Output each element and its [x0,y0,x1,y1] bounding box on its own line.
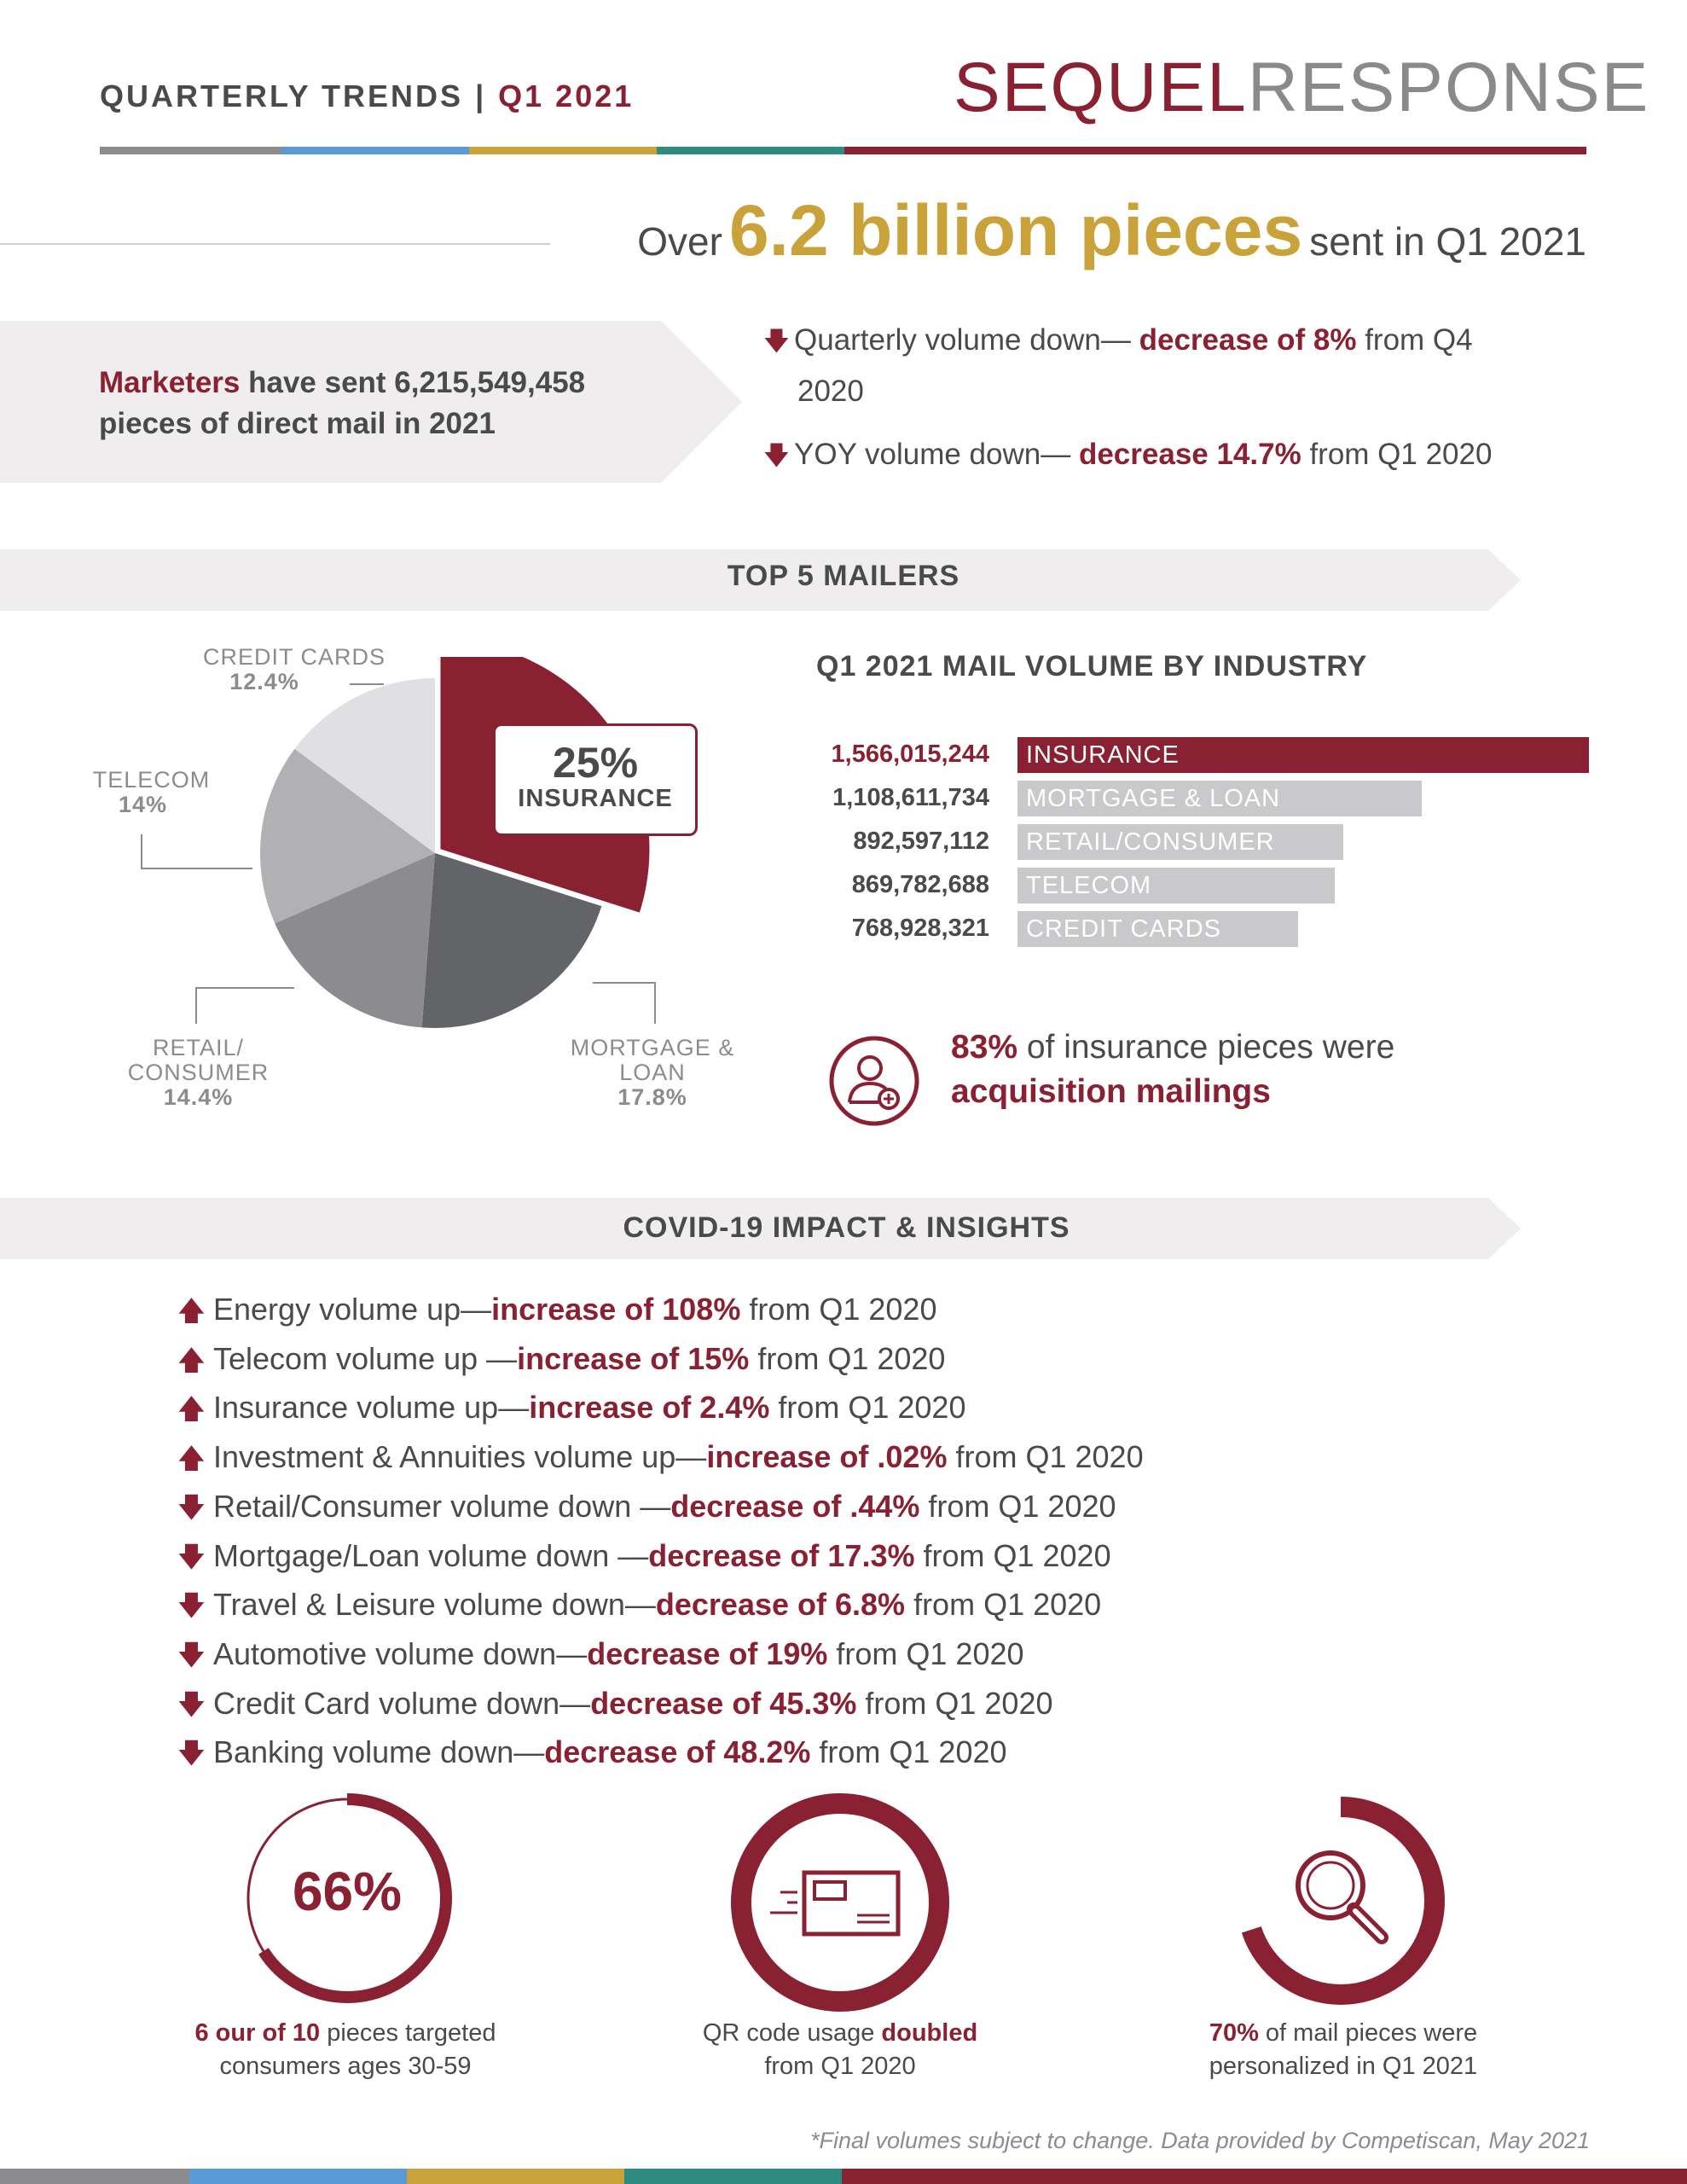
covid-item [177,1335,1144,1385]
covid-item-emphasis: increase of 15% [517,1340,750,1376]
arrow-down-icon: 🡇 [177,1688,206,1720]
magnifier-icon [1298,1853,1382,1937]
headline-suffix: sent in Q1 2021 [1309,219,1586,264]
logo-part-response: RESPONSE [1247,49,1650,126]
arrow-down-icon: 🡇 [177,1738,206,1769]
arrow-down-icon: 🡇 [763,442,790,470]
stat-line2: consumers ages 30-59 [219,2053,472,2080]
footer-rule-maroon [842,2169,1687,2184]
covid-item-suffix: from Q1 2020 [905,1587,1102,1623]
covid-item-suffix: from Q1 2020 [947,1439,1144,1475]
stat-caption-personalized [1126,2017,1561,2083]
insight-text: of insurance pieces were [1017,1029,1395,1066]
pie-label-name: RETAIL/ [152,1035,245,1060]
insight-pct: 83% [951,1029,1018,1066]
covid-item [177,1630,1144,1680]
stat-emphasis: 70% [1209,2019,1259,2047]
covid-item-emphasis: increase of 2.4% [529,1390,770,1426]
insurance-insight [951,1025,1394,1114]
covid-item-emphasis: decrease of 19% [587,1635,828,1671]
pie-label-pct: 14.4% [163,1084,234,1110]
covid-item-emphasis: decrease of 6.8% [655,1587,906,1623]
pie-label-credit-cards [179,645,409,694]
covid-item [177,1680,1144,1729]
stat-ring-personalized [1230,1790,1452,2012]
covid-item-suffix: from Q1 2020 [810,1734,1007,1770]
pie-label-retail-consumer [102,1036,294,1110]
covid-item-emphasis: decrease of 45.3% [590,1685,857,1721]
bar-value-label: 1,108,611,734 [832,784,989,811]
callout-sent-text: have sent 6,215,549,458 pieces of direct mail in 2021 [99,366,586,440]
pie-label-name-line2: CONSUMER [127,1060,270,1085]
headline-prefix: Over [637,219,722,264]
stat-ring-text: 66% [292,1861,403,1922]
insurance-callout-pct: 25% [552,739,639,787]
pie-label-pct: 12.4% [229,669,299,694]
covid-item-prefix: Travel & Leisure volume down— [213,1587,656,1623]
pie-label-name: TELECOM [92,767,211,793]
pie-label-name: CREDIT CARDS [202,644,386,670]
covid-item-suffix: from Q1 2020 [914,1537,1111,1573]
covid-item-emphasis: decrease of .44% [670,1488,920,1524]
covid-item-emphasis: increase of 108% [491,1292,741,1327]
footer-rule-teal [624,2169,842,2184]
covid-item [177,1728,1144,1778]
stat-line2: from Q1 2020 [764,2053,916,2080]
covid-item-prefix: Mortgage/Loan volume down — [213,1537,649,1573]
pie-label-name-line2: LOAN [619,1060,686,1085]
arrow-down-icon: 🡇 [177,1491,206,1523]
stat-text: of mail pieces were [1258,2019,1478,2047]
covid-item-prefix: Credit Card volume down— [213,1685,591,1721]
bar-category-label: MORTGAGE & LOAN [1026,785,1281,812]
covid-item-prefix: Retail/Consumer volume down — [213,1488,671,1524]
bar-category-label: CREDIT CARDS [1026,915,1221,943]
bullet-prefix: Quarterly volume down— [794,323,1139,357]
top-mailers-banner: TOP 5 MAILERS [727,560,960,592]
covid-item [177,1384,1144,1433]
covid-item [177,1286,1144,1335]
bar-value-label: 768,928,321 [851,915,989,942]
covid-item [177,1581,1144,1630]
bar-chart-title: Q1 2021 MAIL VOLUME BY INDUSTRY [816,650,1368,682]
covid-item-suffix: from Q1 2020 [740,1292,937,1327]
covid-item-prefix: Energy volume up— [213,1292,492,1327]
insight-emphasis: acquisition mailings [951,1073,1271,1110]
pie-label-pct: 17.8% [617,1084,687,1110]
bullet-quarterly-line2: 2020 [797,375,864,408]
bullet-prefix: YOY volume down— [794,438,1079,471]
pie-label-mortgage-loan [554,1036,751,1110]
bar-category-label: TELECOM [1026,872,1152,899]
stat-caption-targeted [128,2017,563,2083]
stat-text: QR code usage [702,2019,882,2047]
bar-value-label: 892,597,112 [853,828,989,855]
covid-item-prefix: Insurance volume up— [213,1390,530,1426]
arrow-down-icon: 🡇 [763,328,790,356]
logo-part-sequel: SEQUEL [954,49,1248,126]
report-title: QUARTERLY TRENDS [100,78,464,113]
pie-label-telecom [68,768,235,817]
arrow-up-icon: 🡅 [177,1443,206,1474]
stat-emphasis: 6 our of 10 [194,2019,321,2047]
covid-item [177,1532,1144,1582]
covid-item-prefix: Investment & Annuities volume up— [213,1439,707,1475]
footer-rule-blue [189,2169,407,2184]
headline-highlight: 6.2 billion pieces [728,190,1303,270]
arrow-up-icon: 🡅 [177,1295,206,1326]
covid-item-suffix: from Q1 2020 [769,1390,966,1426]
arrow-down-icon: 🡇 [177,1639,206,1670]
bar-value-label: 1,566,015,244 [831,741,989,768]
insurance-callout-label: INSURANCE [518,785,673,812]
bullet-suffix: from Q4 [1356,323,1473,357]
covid-banner: COVID-19 IMPACT & INSIGHTS [623,1211,1070,1244]
bar-category-label: RETAIL/CONSUMER [1026,828,1275,856]
ring-progress [1247,1807,1435,1995]
covid-item-suffix: from Q1 2020 [919,1488,1116,1524]
pie-label-name: MORTGAGE & [570,1035,735,1060]
bullet-suffix: from Q1 2020 [1301,438,1493,471]
stat-line2: personalized in Q1 2021 [1209,2053,1478,2080]
footer-rule-gray [0,2169,189,2184]
user-add-icon [827,1034,921,1128]
bullet-emphasis: decrease 14.7% [1078,438,1301,471]
mail-envelope-icon [770,1873,898,1934]
footer-rule-gold [407,2169,624,2184]
footnote: *Final volumes subject to change. Data provided by Competiscan, May 2021 [810,2128,1590,2153]
bullet-emphasis: decrease of 8% [1139,323,1357,357]
covid-item-emphasis: increase of .02% [706,1439,948,1475]
stat-caption-qr [623,2017,1058,2083]
arrow-down-icon: 🡇 [177,1541,206,1572]
stat-emphasis: doubled [881,2019,978,2047]
arrow-down-icon: 🡇 [177,1590,206,1622]
pie-label-pct: 14% [118,792,168,817]
arrow-up-icon: 🡅 [177,1344,206,1375]
covid-item [177,1433,1144,1483]
covid-item-suffix: from Q1 2020 [856,1685,1053,1721]
covid-item [177,1483,1144,1532]
covid-item-suffix: from Q1 2020 [827,1635,1024,1671]
report-quarter: Q1 2021 [498,78,635,113]
stat-ring-qr [729,1792,951,2013]
covid-insights-list [177,1286,1144,1778]
stat-text: pieces targeted [320,2019,496,2047]
covid-item-prefix: Telecom volume up — [213,1340,518,1376]
covid-item-emphasis: decrease of 17.3% [648,1537,915,1573]
bar-value-label: 869,782,688 [851,871,989,898]
covid-item-suffix: from Q1 2020 [749,1340,946,1376]
ring-progress [741,1804,939,2001]
covid-item-emphasis: decrease of 48.2% [544,1734,811,1770]
callout-marketers: Marketers [99,366,241,399]
covid-item-prefix: Automotive volume down— [213,1635,588,1671]
arrow-up-icon: 🡅 [177,1393,206,1425]
header-separator: | [475,78,487,113]
industry-bar-chart [776,737,1595,959]
insurance-callout-box [493,723,698,836]
covid-item-prefix: Banking volume down— [213,1734,545,1770]
bar-category-label: INSURANCE [1026,741,1180,769]
